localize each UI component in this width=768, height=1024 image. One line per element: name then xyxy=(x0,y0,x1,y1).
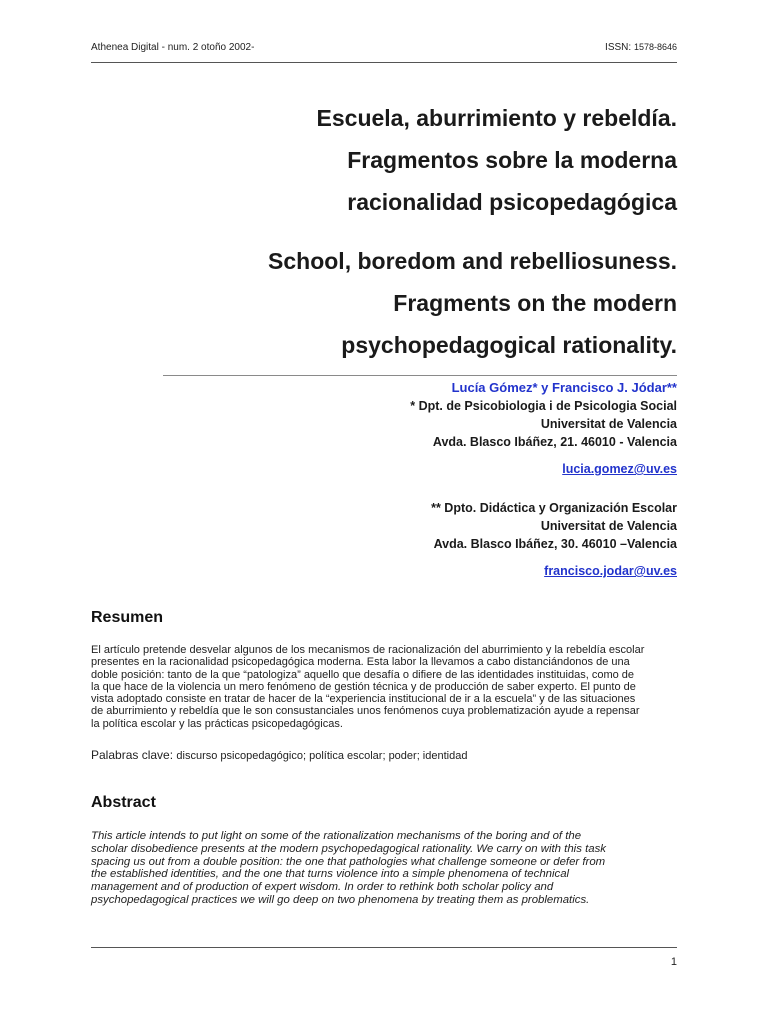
resumen-line: vista adoptado consiste en tratar de hacer de la “experiencia institucional de ir a la escuela” y de las situaciones xyxy=(91,693,636,706)
affil1-line-1: * Dpt. de Psicobiologia i de Psicologia Social xyxy=(410,399,677,413)
affil2-line-3: Avda. Blasco Ibáñez, 30. 46010 –Valencia xyxy=(433,537,677,551)
title-es-line-3: racionalidad psicopedagógica xyxy=(347,189,677,215)
abstract-line: management and of production of expert wisdom. In order to rethink both scholar policy and xyxy=(91,881,554,894)
issn-value: 1578-8646 xyxy=(633,42,677,52)
resumen-line: presentes en la racionalidad psicopedagógica moderna. Esta labor la llevamos a cabo distanciándonos de una xyxy=(91,656,630,669)
resumen-heading: Resumen xyxy=(91,609,164,626)
title-en-line-1: School, boredom and rebelliosuness. xyxy=(268,248,677,274)
affil2-line-2: Universitat de Valencia xyxy=(540,519,677,533)
author-names: Lucía Gómez* y Francisco J. Jódar** xyxy=(451,380,677,395)
abstract-line: scholar disobedience presents at the modern psychopedagogical rationality. We carry on with this task xyxy=(91,842,606,855)
keywords xyxy=(91,748,677,762)
keywords-value: discurso psicopedagógico; política escolar; poder; identidad xyxy=(176,750,468,762)
footer-divider xyxy=(91,947,677,948)
running-header xyxy=(91,42,677,63)
author-block xyxy=(410,379,677,580)
abstract-line: spacing us out from a double position: the one that pathologies what challenge someone or defer from xyxy=(91,855,606,868)
issn-label: ISSN: xyxy=(605,42,632,53)
affil1-line-3: Avda. Blasco Ibáñez, 21. 46010 - Valencia xyxy=(432,435,677,449)
journal-info: Athenea Digital - num. 2 otoño 2002- xyxy=(91,42,255,53)
abstract-line: This article intends to put light on some of the rationalization mechanisms of the boring and of the xyxy=(91,830,582,842)
resumen-line: la que hace de la violencia un mero fenómeno de gestión técnica y de producción de saber experto. El punto de xyxy=(91,680,636,693)
abstract-paragraph xyxy=(91,830,677,907)
title-spanish xyxy=(91,97,677,223)
abstract-heading: Abstract xyxy=(91,794,156,811)
title-es-line-1: Escuela, aburrimiento y rebeldía. xyxy=(316,105,677,131)
keywords-label: Palabras clave: xyxy=(91,748,174,762)
email-link-2[interactable]: francisco.jodar@uv.es xyxy=(544,564,677,578)
resumen-line: doble posición: tanto de la que “patologiza” aquello que desafía o difiere de las identidades instituidas, como de xyxy=(91,668,635,681)
page-number: 1 xyxy=(670,956,677,968)
title-en-line-3: psychopedagogical rationality. xyxy=(341,332,677,358)
resumen-line: la política escolar y las prácticas psicopedagógicas. xyxy=(91,717,343,730)
title-english xyxy=(91,240,677,366)
issn xyxy=(605,42,677,53)
resumen-line: El artículo pretende desvelar algunos de los mecanismos de racionalización del aburrimiento y la rebeldía escolar xyxy=(91,644,645,656)
title-divider xyxy=(163,375,677,376)
resumen-line: de aburrimiento y rebeldía que le son consustanciales unos fenómenos cuya problematización ayude a repensar xyxy=(91,705,640,718)
abstract-line: psychopedagogical practices we will go deep on two phenomena by treating them as problematics. xyxy=(91,893,590,906)
abstract-line: the established identities, and the one that turns violence into a simple phenomena of technical xyxy=(91,868,570,881)
affil2-line-1: ** Dpto. Didáctica y Organización Escolar xyxy=(431,501,677,515)
resumen-paragraph xyxy=(91,644,677,730)
title-es-line-2: Fragmentos sobre la moderna xyxy=(347,147,677,173)
email-link-1[interactable]: lucia.gomez@uv.es xyxy=(562,462,677,476)
title-en-line-2: Fragments on the modern xyxy=(393,290,677,316)
affil1-line-2: Universitat de Valencia xyxy=(540,417,677,431)
